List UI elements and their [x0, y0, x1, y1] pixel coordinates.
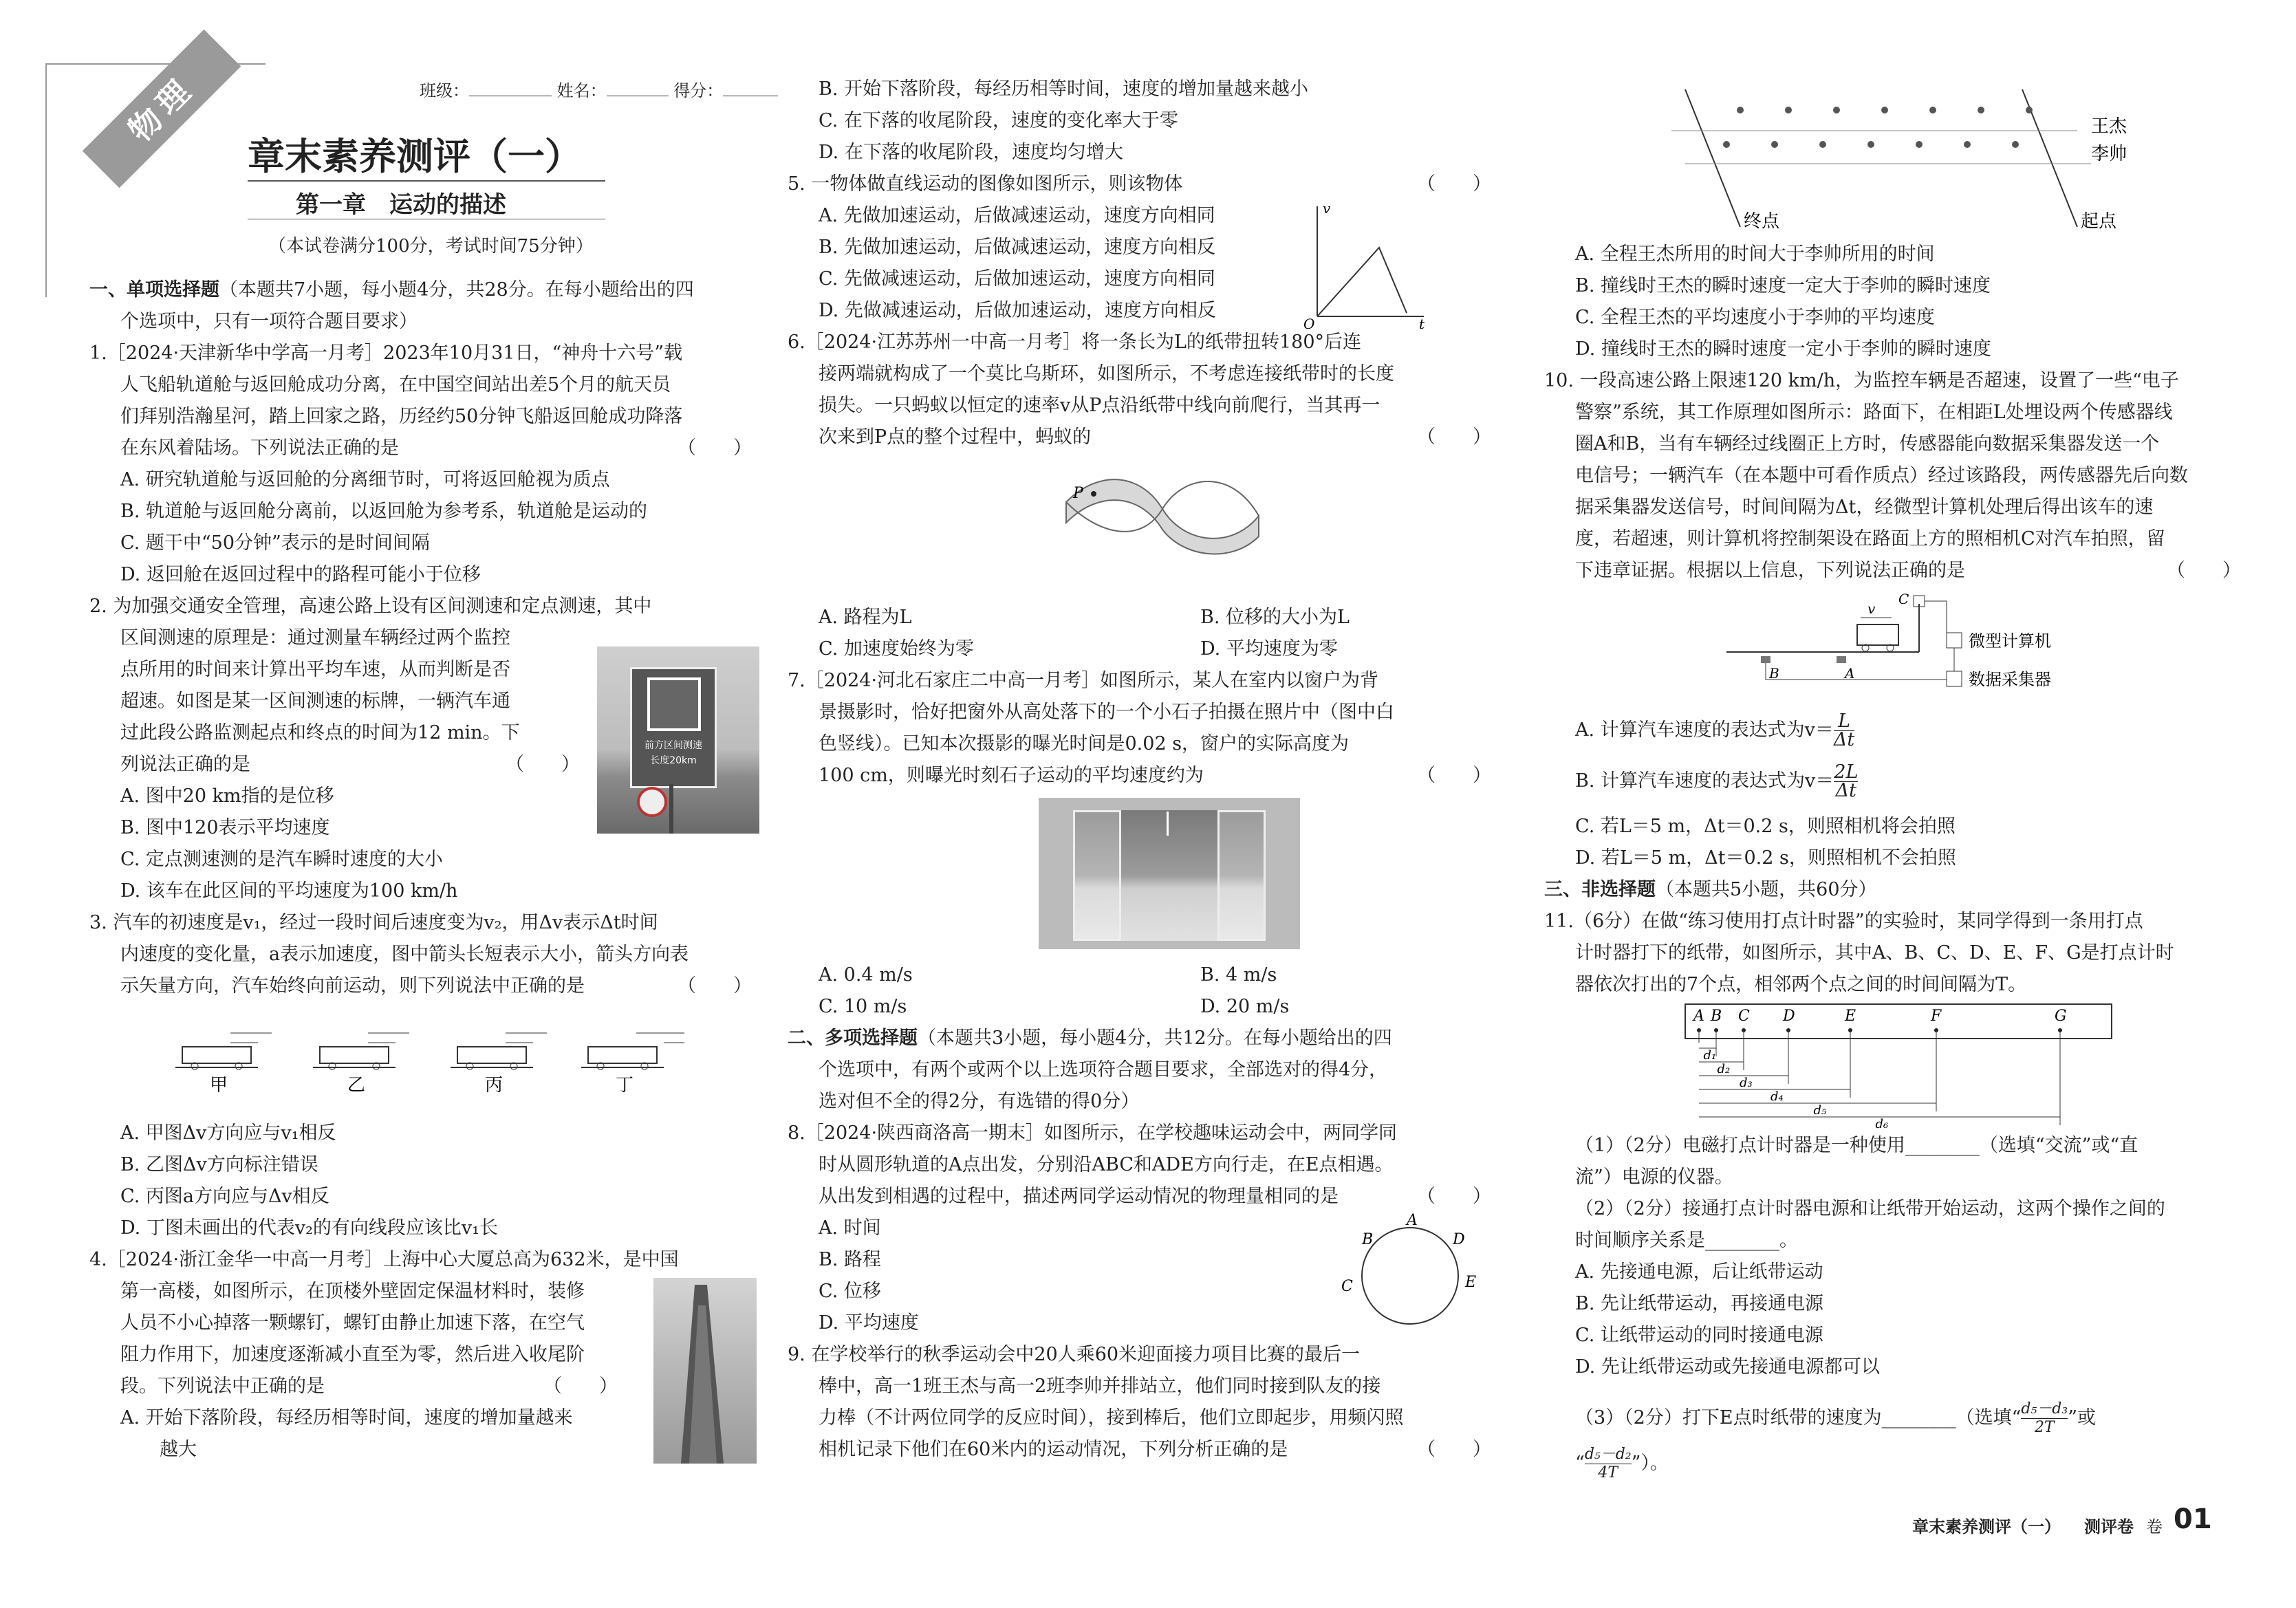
q7-line: 100 cm，则曝光时刻石子运动的平均速度约为	[819, 765, 1204, 786]
car-diagram-bing	[451, 1033, 547, 1069]
q1-option[interactable]: C. 题干中“50分钟”表示的是时间间隔	[120, 532, 430, 554]
tape-point-label: A	[1693, 1008, 1704, 1025]
window-pane-left	[1073, 810, 1121, 941]
q7-line: 色竖线）。已知本次摄影的曝光时间是0.02 s，窗户的实际高度为	[819, 733, 1350, 754]
q5-option[interactable]: D. 先做减速运动，后做加速运动，速度方向相反	[819, 300, 1216, 321]
q10-answer-paren[interactable]: （ ）	[2167, 560, 2241, 581]
car-diagram-ding	[581, 1033, 684, 1069]
point-e-label: E	[1465, 1274, 1477, 1291]
q9-option[interactable]: A. 全程王杰所用的时间大于李帅所用的时间	[1575, 243, 1935, 265]
section2-heading	[788, 1026, 1392, 1051]
q4-line: 阻力作用下，加速度逐渐减小直至为零，然后进入收尾阶	[120, 1344, 585, 1365]
car	[1857, 624, 1898, 645]
fraction	[1833, 710, 1855, 750]
section2-desc3: 选对但不全的得2分，有选错的得0分）	[819, 1091, 1140, 1112]
q5-line: 5. 一物体做直线运动的图像如图所示，则该物体	[788, 173, 1183, 195]
q2-option[interactable]: A. 图中20 km指的是位移	[120, 785, 334, 807]
q4-line: 人员不小心掉落一颗螺钉，螺钉由静止加速下落，在空气	[120, 1312, 585, 1334]
circular-track-figure	[1334, 1214, 1486, 1331]
q2-line: 超速。如图是某一区间测速的标牌，一辆汽车通	[120, 691, 510, 712]
tape-point-label: B	[1711, 1008, 1722, 1025]
fraction-numerator: d₅－d₃	[2021, 1400, 2068, 1417]
sign-text: 前方区间测速	[645, 740, 702, 751]
origin-label: O	[1303, 316, 1315, 332]
q5-option[interactable]: C. 先做减速运动，后做加速运动，速度方向相同	[819, 268, 1215, 290]
car-diagram-jia	[175, 1033, 272, 1069]
q6-line: 接两端就构成了一个莫比乌斯环，如图所示，不考虑连接纸带时的长度	[819, 363, 1394, 384]
fig-label-jia: 甲	[210, 1075, 228, 1096]
q6-answer-paren[interactable]: （ ）	[1417, 426, 1491, 448]
q1-answer-paren[interactable]: （ ）	[678, 437, 752, 459]
tape-point-label: F	[1931, 1008, 1942, 1025]
q3-line: 示矢量方向，汽车始终向前运动，则下列说法中正确的是	[120, 975, 585, 997]
q9-option[interactable]: C. 全程王杰的平均速度小于李帅的平均速度	[1575, 307, 1935, 328]
subject-label: 物理	[121, 68, 202, 149]
dimension-label: d₄	[1770, 1089, 1784, 1104]
q7-option[interactable]: A. 0.4 m/s	[819, 964, 913, 986]
tower-silhouette	[653, 1278, 757, 1464]
section2-desc: （本题共3小题，每小题4分，共12分。在每小题给出的四	[918, 1028, 1392, 1049]
q11-part3-or: ”或	[2068, 1407, 2096, 1428]
tape-marks	[1692, 1008, 2067, 1131]
q10-line: 圈A和B，当有车辆经过线圈正上方时，传感器能向数据采集器发送一个	[1575, 433, 2160, 455]
speed-sign-photo	[597, 647, 759, 834]
q1-option[interactable]: D. 返回舱在返回过程中的路程可能小于位移	[120, 564, 481, 585]
sign-pole	[669, 784, 673, 834]
q2-line: 列说法正确的是	[120, 754, 250, 775]
q2-option[interactable]: D. 该车在此区间的平均速度为100 km/h	[120, 880, 458, 902]
q8-option[interactable]: C. 位移	[819, 1281, 881, 1302]
fig-label-ding: 丁	[616, 1075, 634, 1096]
q2-option[interactable]: C. 定点测速测的是汽车瞬时速度的大小	[120, 849, 443, 870]
tape-point-label: C	[1738, 1008, 1750, 1025]
computer-label: 微型计算机	[1969, 631, 2051, 651]
q7-option[interactable]: B. 4 m/s	[1200, 964, 1277, 986]
q8-line: 从出发到相遇的过程中，描述两同学运动情况的物理量相同的是	[819, 1186, 1339, 1207]
q8-line: 时从圆形轨道的A点出发，分别沿ABC和ADE方向行走，在E点相遇。	[819, 1154, 1394, 1175]
q3-option[interactable]: A. 甲图Δv方向应与v₁相反	[120, 1122, 336, 1144]
header-fields	[420, 77, 778, 101]
section2-title: 二、多项选择题	[788, 1028, 918, 1049]
q1-line: 们拜别浩瀚星河，踏上回家之路，历经约50分钟飞船返回舱成功降落	[120, 406, 683, 427]
q11-part3-end: ”）。	[1631, 1453, 1669, 1474]
q9-option[interactable]: D. 撞线时王杰的瞬时速度一定小于李帅的瞬时速度	[1575, 338, 1991, 360]
label-end: 终点	[1744, 211, 1780, 232]
fraction-denominator: Δt	[1833, 729, 1855, 750]
q10-option[interactable]: D. 若L＝5 m，Δt＝0.2 s，则照相机不会拍照	[1575, 847, 1956, 869]
sensor-a-label: A	[1845, 665, 1855, 682]
fig-label-bing: 丙	[485, 1075, 503, 1096]
point-p-label: P	[1073, 485, 1083, 502]
fraction-numerator: d₅－d₂	[1584, 1446, 1632, 1463]
q2-answer-paren[interactable]: （ ）	[506, 754, 580, 775]
q4-option[interactable]: A. 开始下落阶段，每经历相等时间，速度的增加量越来	[120, 1407, 573, 1428]
v-axis-label: v	[1323, 200, 1331, 217]
section3-heading	[1544, 878, 1877, 902]
q8-answer-paren[interactable]: （ ）	[1417, 1186, 1491, 1207]
section1-desc2: 个选项中，只有一项符合题目要求）	[120, 311, 418, 332]
section1-title: 一、单项选择题	[89, 279, 219, 301]
q11-option[interactable]: D. 先让纸带运动或先接通电源都可以	[1575, 1356, 1880, 1378]
camera-symbol-icon	[647, 677, 701, 731]
section3-desc: （本题共5小题，共60分）	[1656, 879, 1877, 900]
q10-option-a-text: A. 计算汽车速度的表达式为v＝	[1575, 719, 1834, 741]
q3-answer-paren[interactable]: （ ）	[678, 975, 752, 997]
q6-option[interactable]: B. 位移的大小为L	[1200, 607, 1350, 628]
section1-heading	[89, 278, 694, 303]
q11-part2-cont[interactable]: 时间顺序关系是________。	[1575, 1230, 1798, 1251]
q1-line: 1.［2024·天津新华中学高一月考］2023年10月31日，“神舟十六号”载	[89, 343, 683, 364]
q8-option[interactable]: B. 路程	[819, 1249, 882, 1270]
q8-line: 8.［2024·陕西商洛高一期末］如图所示，在学校趣味运动会中，两同学同	[788, 1122, 1398, 1144]
q6-line: 次来到P点的整个过程中，蚂蚁的	[819, 426, 1092, 448]
falling-stone-trace	[1167, 812, 1169, 836]
q9-line: 相机记录下他们在60米内的运动情况，下列分析正确的是	[819, 1439, 1288, 1460]
point-a-label: A	[1407, 1212, 1418, 1229]
q4-line: 第一高楼，如图所示，在顶楼外壁固定保温材料时，装修	[120, 1281, 585, 1302]
speed-limit-icon	[637, 787, 667, 817]
tower-photo	[653, 1278, 757, 1464]
q11-line: 器依次打出的7个点，相邻两个点之间的时间间隔为T。	[1575, 974, 2027, 995]
page-title: 章末素养测评（一）	[248, 135, 582, 178]
point-d-label: D	[1453, 1231, 1465, 1248]
q11-option[interactable]: C. 让纸带运动的同时接通电源	[1575, 1325, 1823, 1346]
q2-line: 区间测速的原理是：通过测量车辆经过两个监控	[120, 627, 510, 649]
chapter-title: 第一章 运动的描述	[296, 191, 506, 219]
fraction-denominator: 4T	[1598, 1464, 1618, 1481]
q2-option[interactable]: B. 图中120表示平均速度	[120, 817, 330, 838]
footer-title: 章末素养测评（一）	[1912, 1517, 2061, 1536]
q10-option[interactable]: C. 若L＝5 m，Δt＝0.2 s，则照相机将会拍照	[1575, 816, 1956, 837]
dimension-label: d₅	[1813, 1103, 1827, 1118]
q1-line: 在东风着陆场。下列说法正确的是	[120, 437, 399, 459]
camera-label: C	[1898, 591, 1909, 607]
q9-answer-paren[interactable]: （ ）	[1417, 1439, 1491, 1460]
q9-option[interactable]: B. 撞线时王杰的瞬时速度一定大于李帅的瞬时速度	[1575, 275, 1991, 296]
q10-option-b-text: B. 计算汽车速度的表达式为v＝	[1575, 770, 1834, 792]
sensor-a	[1837, 656, 1846, 663]
fraction	[2021, 1400, 2068, 1437]
footer-label: 测评卷	[2084, 1517, 2134, 1536]
q4-option[interactable]: C. 在下落的收尾阶段，速度的变化率大于零	[819, 110, 1178, 131]
q5-option[interactable]: B. 先做加速运动，后做减速运动，速度方向相反	[819, 237, 1216, 258]
q3-option[interactable]: B. 乙图Δv方向标注错误	[120, 1154, 318, 1175]
fraction-denominator: Δt	[1835, 780, 1856, 801]
label-li: 李帅	[2091, 144, 2127, 164]
runner-frames	[1723, 107, 2033, 148]
q7-answer-paren[interactable]: （ ）	[1417, 765, 1491, 786]
point-b-label: B	[1362, 1231, 1374, 1248]
fraction-numerator: L	[1834, 713, 1854, 731]
section2-desc2: 个选项中，有两个或两个以上选项符合题目要求，全部选对的得4分，	[819, 1059, 1388, 1080]
q4-answer-paren[interactable]: （ ）	[543, 1376, 618, 1397]
q10-line: 据采集器发送信号，时间间隔为Δt，经微型计算机处理后得出该车的速	[1575, 497, 2154, 518]
q11-part3-cont: “ $\frac{\text{d₅－d₂}}{4T}$ ”）。	[1575, 1446, 1669, 1481]
q1-option[interactable]: A. 研究轨道舱与返回舱的分离细节时，可将返回舱视为质点	[120, 469, 610, 490]
page-number: 01	[2174, 1503, 2212, 1535]
q6-option[interactable]: D. 平均速度为零	[1200, 638, 1338, 660]
sensor-b-label: B	[1769, 665, 1779, 682]
vt-line	[1317, 248, 1407, 316]
dimension-label: d₁	[1703, 1048, 1717, 1063]
fraction-numerator: 2L	[1834, 761, 1859, 783]
fraction	[1585, 1446, 1632, 1482]
q10-line: 下违章证据。根据以上信息，下列说法正确的是	[1575, 560, 1965, 581]
fig-label-yi: 乙	[347, 1075, 366, 1096]
class-label: 班级：	[420, 81, 469, 100]
title-rule	[248, 180, 605, 182]
window-pane-right	[1217, 810, 1266, 941]
collector-label: 数据采集器	[1969, 670, 2051, 689]
q10-option[interactable]	[1575, 763, 1858, 800]
q10-line: 警察”系统，其工作原理如图所示：路面下，在相距L处埋设两个传感器线	[1575, 402, 2173, 423]
q10-line: 度，若超速，则计算机将控制架设在路面上方的照相机C对汽车拍照，留	[1575, 528, 2165, 550]
collector-box	[1947, 671, 1962, 686]
q3-option[interactable]: C. 丙图a方向应与Δv相反	[120, 1186, 329, 1207]
subject-ribbon	[83, 30, 241, 188]
q5-vt-graph	[1303, 199, 1427, 330]
tape-point-label: D	[1783, 1008, 1795, 1025]
tape-point-label: G	[2055, 1008, 2067, 1025]
label-wang: 王杰	[2091, 116, 2127, 137]
point-c-label: C	[1341, 1278, 1353, 1295]
q11-option[interactable]: A. 先接通电源，后让纸带运动	[1575, 1261, 1823, 1283]
section1-desc: （本题共7小题，每小题4分，共28分。在每小题给出的四	[219, 279, 694, 301]
q10-option[interactable]	[1575, 710, 1855, 750]
q3-line: 内速度的变化量，a表示加速度，图中箭头长短表示大小，箭头方向表	[120, 944, 689, 965]
q1-line: 人飞船轨道舱与返回舱成功分离，在中国空间站出差5个月的航天员	[120, 374, 671, 395]
dimension-label: d₂	[1717, 1062, 1731, 1076]
name-label: 姓名：	[556, 81, 607, 100]
q6-line: 6.［2024·江苏苏州一中高一月考］将一条长为L的纸带扭转180°后连	[788, 332, 1362, 353]
computer-box	[1947, 633, 1962, 648]
q11-part3[interactable]	[1575, 1400, 2096, 1437]
q5-option[interactable]: A. 先做加速运动，后做减速运动，速度方向相同	[819, 205, 1215, 226]
point-p	[1091, 491, 1096, 497]
q3-vector-figure	[175, 1025, 712, 1094]
q1-option[interactable]: B. 轨道舱与返回舱分离前，以返回舱为参考系，轨道舱是运动的	[120, 501, 648, 522]
q8-option[interactable]: A. 时间	[819, 1217, 881, 1239]
q7-line: 7.［2024·河北石家庄二中高一月考］如图所示，某人在室内以窗户为背	[788, 670, 1379, 691]
speed-camera-diagram	[1713, 590, 2153, 693]
dimension-label: d₃	[1740, 1076, 1753, 1090]
q11-option[interactable]: B. 先让纸带运动，再接通电源	[1575, 1293, 1824, 1314]
q10-line: 10. 一段高速公路上限速120 km/h，为监控车辆是否超速，设置了一些“电子	[1544, 370, 2179, 391]
q9-line: 力棒（不计两位同学的反应时间），接到棒后，他们立即起步，用频闪照	[819, 1407, 1404, 1428]
q7-line: 景摄影时，恰好把窗外从高处落下的一个小石子拍摄在照片中（图中白	[819, 702, 1394, 723]
q4-option-cont: 越大	[160, 1439, 197, 1460]
q11-line: 11.（6分）在做“练习使用打点计时器”的实验时，某同学得到一条用打点	[1544, 911, 2143, 932]
q11-part2: （2）（2分）接通打点计时器电源和让纸带开始运动，这两个操作之间的	[1575, 1198, 2165, 1219]
q7-option[interactable]: D. 20 m/s	[1200, 996, 1290, 1017]
q4-option[interactable]: D. 在下落的收尾阶段，速度均匀增大	[819, 142, 1123, 163]
q8-option[interactable]: D. 平均速度	[819, 1312, 919, 1334]
speed-sign	[630, 667, 717, 788]
mobius-strip-figure	[1059, 468, 1266, 557]
exam-note: （本试卷满分100分，考试时间75分钟）	[268, 236, 594, 257]
q4-option[interactable]: B. 开始下落阶段，每经历相等时间，速度的增加量越来越小	[819, 78, 1309, 100]
q11-part3-text: （3）（2分）打下E点时纸带的速度为________（选填“	[1575, 1407, 2022, 1428]
sign-text: 长度20km	[650, 755, 697, 766]
section3-title: 三、非选择题	[1544, 879, 1656, 900]
circular-track	[1362, 1228, 1458, 1324]
q11-line: 计时器打下的纸带，如图所示，其中A、B、C、D、E、F、G是打点计时	[1575, 942, 2174, 964]
velocity-label: v	[1867, 600, 1876, 617]
ticker-tape-figure	[1678, 1001, 2119, 1131]
q7-option[interactable]: C. 10 m/s	[819, 996, 907, 1017]
q4-line: 4.［2024·浙江金华一中高一月考］上海中心大厦总高为632米，是中国	[89, 1249, 679, 1270]
window-photo	[1039, 798, 1300, 949]
car-diagram-yi	[313, 1033, 409, 1069]
relay-race-figure	[1568, 83, 2127, 241]
label-start: 起点	[2081, 211, 2117, 232]
tape-point-label: E	[1845, 1008, 1856, 1025]
mobius-strip	[1066, 479, 1259, 554]
footer-label2: 卷	[2146, 1517, 2163, 1536]
q5-answer-paren[interactable]: （ ）	[1417, 173, 1491, 195]
q11-part1-cont: 流”）电源的仪器。	[1575, 1166, 1733, 1188]
q9-line: 棒中，高一1班王杰与高一2班李帅并排站立，他们同时接到队友的接	[819, 1376, 1381, 1397]
score-label: 得分：	[673, 81, 724, 100]
fraction	[1834, 763, 1858, 800]
q3-line: 3. 汽车的初速度是v₁，经过一段时间后速度变为v₂，用Δv表示Δt时间	[89, 912, 658, 933]
sensor-b	[1761, 656, 1770, 663]
q6-option[interactable]: A. 路程为L	[819, 607, 912, 628]
corner-frame-line	[45, 63, 47, 297]
q11-part1[interactable]: （1）（2分）电磁打点计时器是一种使用________（选填“交流”或“直	[1575, 1135, 2138, 1156]
q3-option[interactable]: D. 丁图未画出的代表v₂的有向线段应该比v₁长	[120, 1217, 499, 1239]
q9-line: 9. 在学校举行的秋季运动会中20人乘60米迎面接力项目比赛的最后一	[788, 1344, 1361, 1365]
t-axis-label: t	[1419, 316, 1425, 332]
fraction-denominator: 2T	[2034, 1419, 2055, 1436]
finish-line	[1685, 89, 1740, 227]
q10-line: 电信号；一辆汽车（在本题中可看作质点）经过该路段，两传感器先后向数	[1575, 465, 2188, 486]
q2-line: 过此段公路监测起点和终点的时间为12 min。下	[120, 722, 520, 743]
dimension-label: d₆	[1875, 1117, 1889, 1131]
q4-line: 段。下列说法中正确的是	[120, 1376, 325, 1397]
q2-line: 2. 为加强交通安全管理，高速公路上设有区间测速和定点测速，其中	[89, 596, 652, 617]
q6-line: 损失。一只蚂蚁以恒定的速率v从P点沿纸带中线向前爬行，当其再一	[819, 395, 1380, 416]
q2-line: 点所用的时间来计算出平均车速，从而判断是否	[120, 659, 510, 680]
q6-option[interactable]: C. 加速度始终为零	[819, 638, 974, 660]
